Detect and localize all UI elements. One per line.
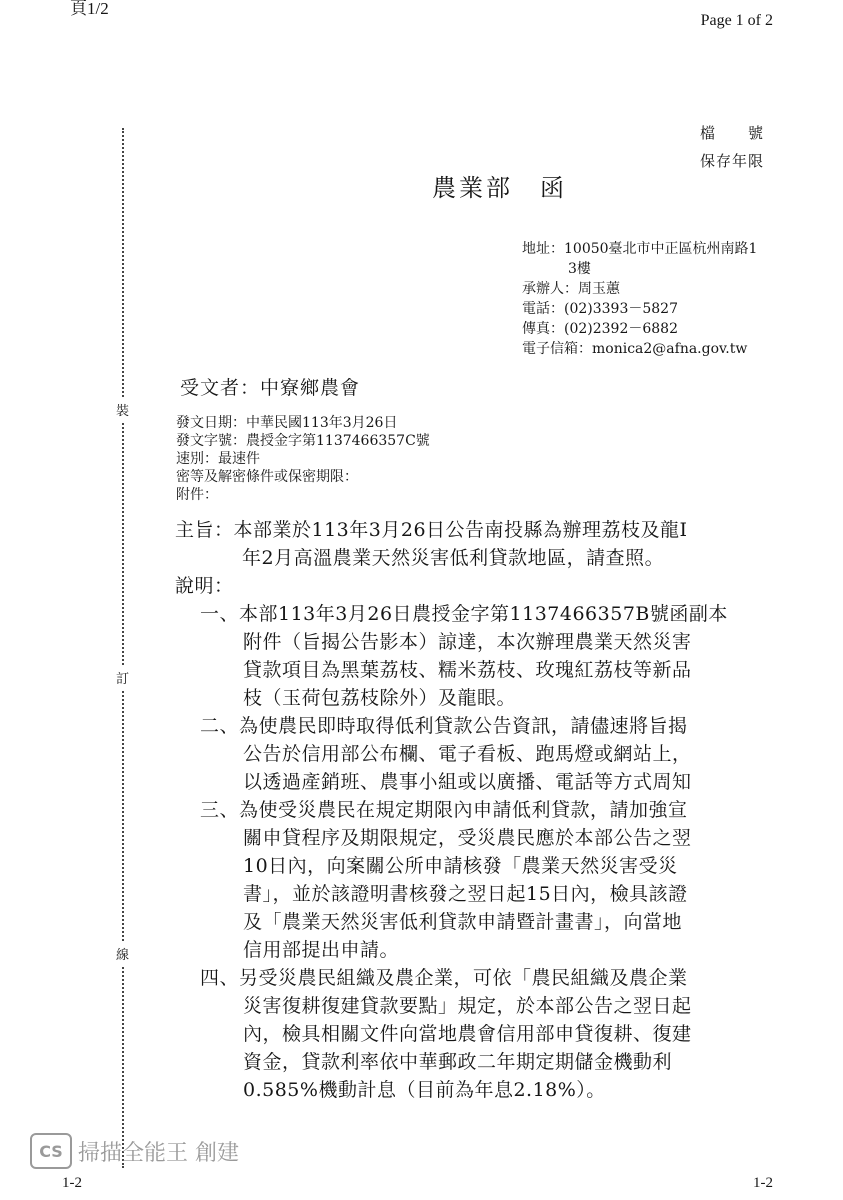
address-line1: 地址：10050臺北市中正區杭州南路1 bbox=[522, 241, 758, 257]
item2-line-1: 二、為使農民即時取得低利貸款公告資訊，請儘速將旨揭 bbox=[200, 715, 688, 737]
item3-line-4: 書」，並於該證明書核發之翌日起15日內，檢具該證 bbox=[243, 883, 688, 905]
fax-number: 傳真：(02)2392－6882 bbox=[522, 321, 678, 337]
subject-line-2: 年2月高溫農業天然災害低利貸款地區，請查照。 bbox=[242, 547, 665, 569]
item3-line-2: 關申貸程序及期限規定，受災農民應於本部公告之翌 bbox=[243, 827, 692, 849]
item3-line-3: 10日內，向案關公所申請核發「農業天然災害受災 bbox=[243, 855, 678, 877]
subject-line-1: 主旨：本部業於113年3月26日公告南投縣為辦理荔枝及龍I bbox=[175, 519, 688, 541]
document-number: 發文字號：農授金字第1137466357C號 bbox=[176, 433, 430, 449]
email-address: 電子信箱：monica2@afna.gov.tw bbox=[522, 341, 748, 357]
delivery-speed: 速別：最速件 bbox=[176, 451, 260, 467]
item2-line-2: 公告於信用部公布欄、電子看板、跑馬燈或網站上， bbox=[243, 743, 692, 765]
binding-char-1: 裝 bbox=[116, 398, 129, 421]
binding-char-3: 線 bbox=[116, 942, 129, 965]
retention-period-label: 保存年限 bbox=[700, 152, 765, 170]
binding-char-2: 訂 bbox=[116, 666, 129, 689]
scanner-watermark bbox=[30, 1133, 239, 1169]
address-line2: 3樓 bbox=[568, 261, 591, 277]
attachment: 附件： bbox=[176, 487, 218, 503]
watermark-text: 掃描全能王 創建 bbox=[78, 1140, 239, 1166]
item3-line-5: 及「農業天然災害低利貸款申請暨計畫書」，向當地 bbox=[243, 911, 683, 933]
item4-line-5: 0.585%機動計息（目前為年息2.18%）。 bbox=[243, 1079, 606, 1101]
item3-line-1: 三、為使受災農民在規定期限內申請低利貸款，請加強宣 bbox=[200, 799, 688, 821]
item4-line-2: 災害復耕復建貸款要點」規定，於本部公告之翌日起 bbox=[243, 995, 692, 1017]
item1-line-1: 一、本部113年3月26日農授金字第1137466357B號函副本 bbox=[200, 603, 728, 625]
footer-right-code: 1-2 bbox=[753, 1175, 773, 1191]
item4-line-1: 四、另受災農民組織及農企業，可依「農民組織及農企業 bbox=[200, 967, 688, 989]
corner-page-mark: 頁1/2 bbox=[70, 0, 109, 18]
camscanner-logo-icon: CS bbox=[30, 1133, 72, 1169]
phone-number: 電話：(02)3393－5827 bbox=[522, 301, 678, 317]
item1-line-3: 貸款項目為黑葉荔枝、糯米荔枝、玫瑰紅荔枝等新品 bbox=[243, 659, 692, 681]
handler-name: 承辦人：周玉蕙 bbox=[522, 281, 620, 297]
secrecy-level: 密等及解密條件或保密期限： bbox=[176, 469, 358, 485]
binding-dotted-line bbox=[122, 128, 124, 1168]
item1-line-4: 枝（玉荷包荔枝除外）及龍眼。 bbox=[243, 687, 517, 709]
recipient: 受文者：中寮鄉農會 bbox=[180, 377, 361, 399]
item2-line-3: 以透過產銷班、農事小組或以廣播、電話等方式周知 bbox=[243, 771, 692, 793]
item1-line-2: 附件（旨揭公告影本）諒達，本次辦理農業天然災害 bbox=[243, 631, 692, 653]
item3-line-6: 信用部提出申請。 bbox=[243, 939, 400, 961]
document-title: 農業部 函 bbox=[432, 174, 567, 202]
item4-line-3: 內，檢具相關文件向當地農會信用部申貸復耕、復建 bbox=[243, 1023, 692, 1045]
page-number: Page 1 of 2 bbox=[700, 12, 773, 29]
explanation-heading: 說明： bbox=[175, 575, 234, 597]
issue-date: 發文日期：中華民國113年3月26日 bbox=[176, 415, 398, 431]
file-number-label: 檔 號 bbox=[700, 124, 765, 142]
footer-left-code: 1-2 bbox=[62, 1175, 82, 1191]
item4-line-4: 資金，貸款利率依中華郵政二年期定期儲金機動利 bbox=[243, 1051, 673, 1073]
